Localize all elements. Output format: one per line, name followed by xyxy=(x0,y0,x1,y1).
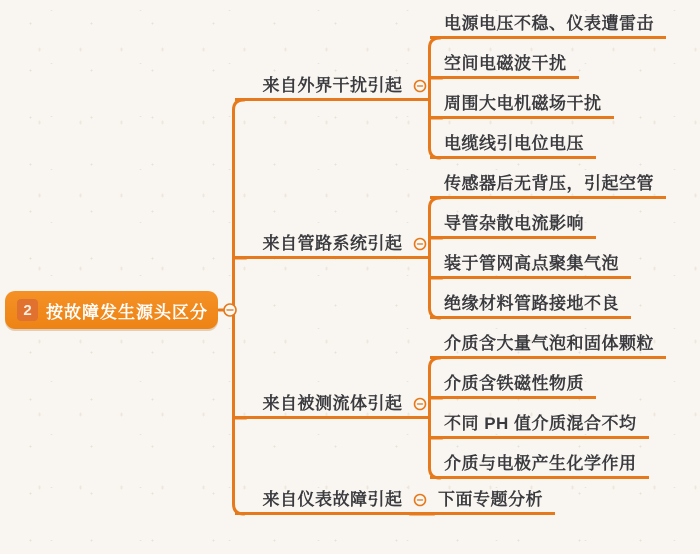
leaf-item[interactable]: 介质与电极产生化学作用 xyxy=(430,454,649,479)
leaf-item[interactable]: 空间电磁波干扰 xyxy=(430,54,579,79)
branch-measured-fluid[interactable]: 来自被测流体引起 xyxy=(235,394,430,419)
leaf-item[interactable]: 电缆线引电位电压 xyxy=(430,134,596,159)
root-collapse-toggle[interactable] xyxy=(224,304,236,316)
leaf-item[interactable]: 介质含大量气泡和固体颗粒 xyxy=(430,334,666,359)
leaf-item[interactable]: 装于管网高点聚集气泡 xyxy=(430,254,631,279)
leaf-item[interactable]: 传感器后无背压，引起空管 xyxy=(430,174,666,199)
leaf-item[interactable]: 介质含铁磁性物质 xyxy=(430,374,596,399)
leaf-item[interactable]: 周围大电机磁场干扰 xyxy=(430,94,614,119)
leaf-item[interactable]: 电源电压不稳、仪表遭雷击 xyxy=(430,14,666,39)
branch-instrument-fault[interactable]: 来自仪表故障引起 xyxy=(235,490,430,515)
leaf-item[interactable]: 绝缘材料管路接地不良 xyxy=(430,294,631,319)
leaf-item[interactable]: 不同 PH 值介质混合不均 xyxy=(430,414,649,439)
root-label: 按故障发生源头区分 xyxy=(46,302,208,322)
leaf-item[interactable]: 下面专题分析 xyxy=(424,490,555,515)
root-number-badge: 2 xyxy=(17,299,38,321)
leaf-item[interactable]: 导管杂散电流影响 xyxy=(430,214,596,239)
root-node[interactable] xyxy=(5,291,218,329)
branch-piping-system[interactable]: 来自管路系统引起 xyxy=(235,234,430,259)
branch-external-interference[interactable]: 来自外界干扰引起 xyxy=(235,76,430,101)
